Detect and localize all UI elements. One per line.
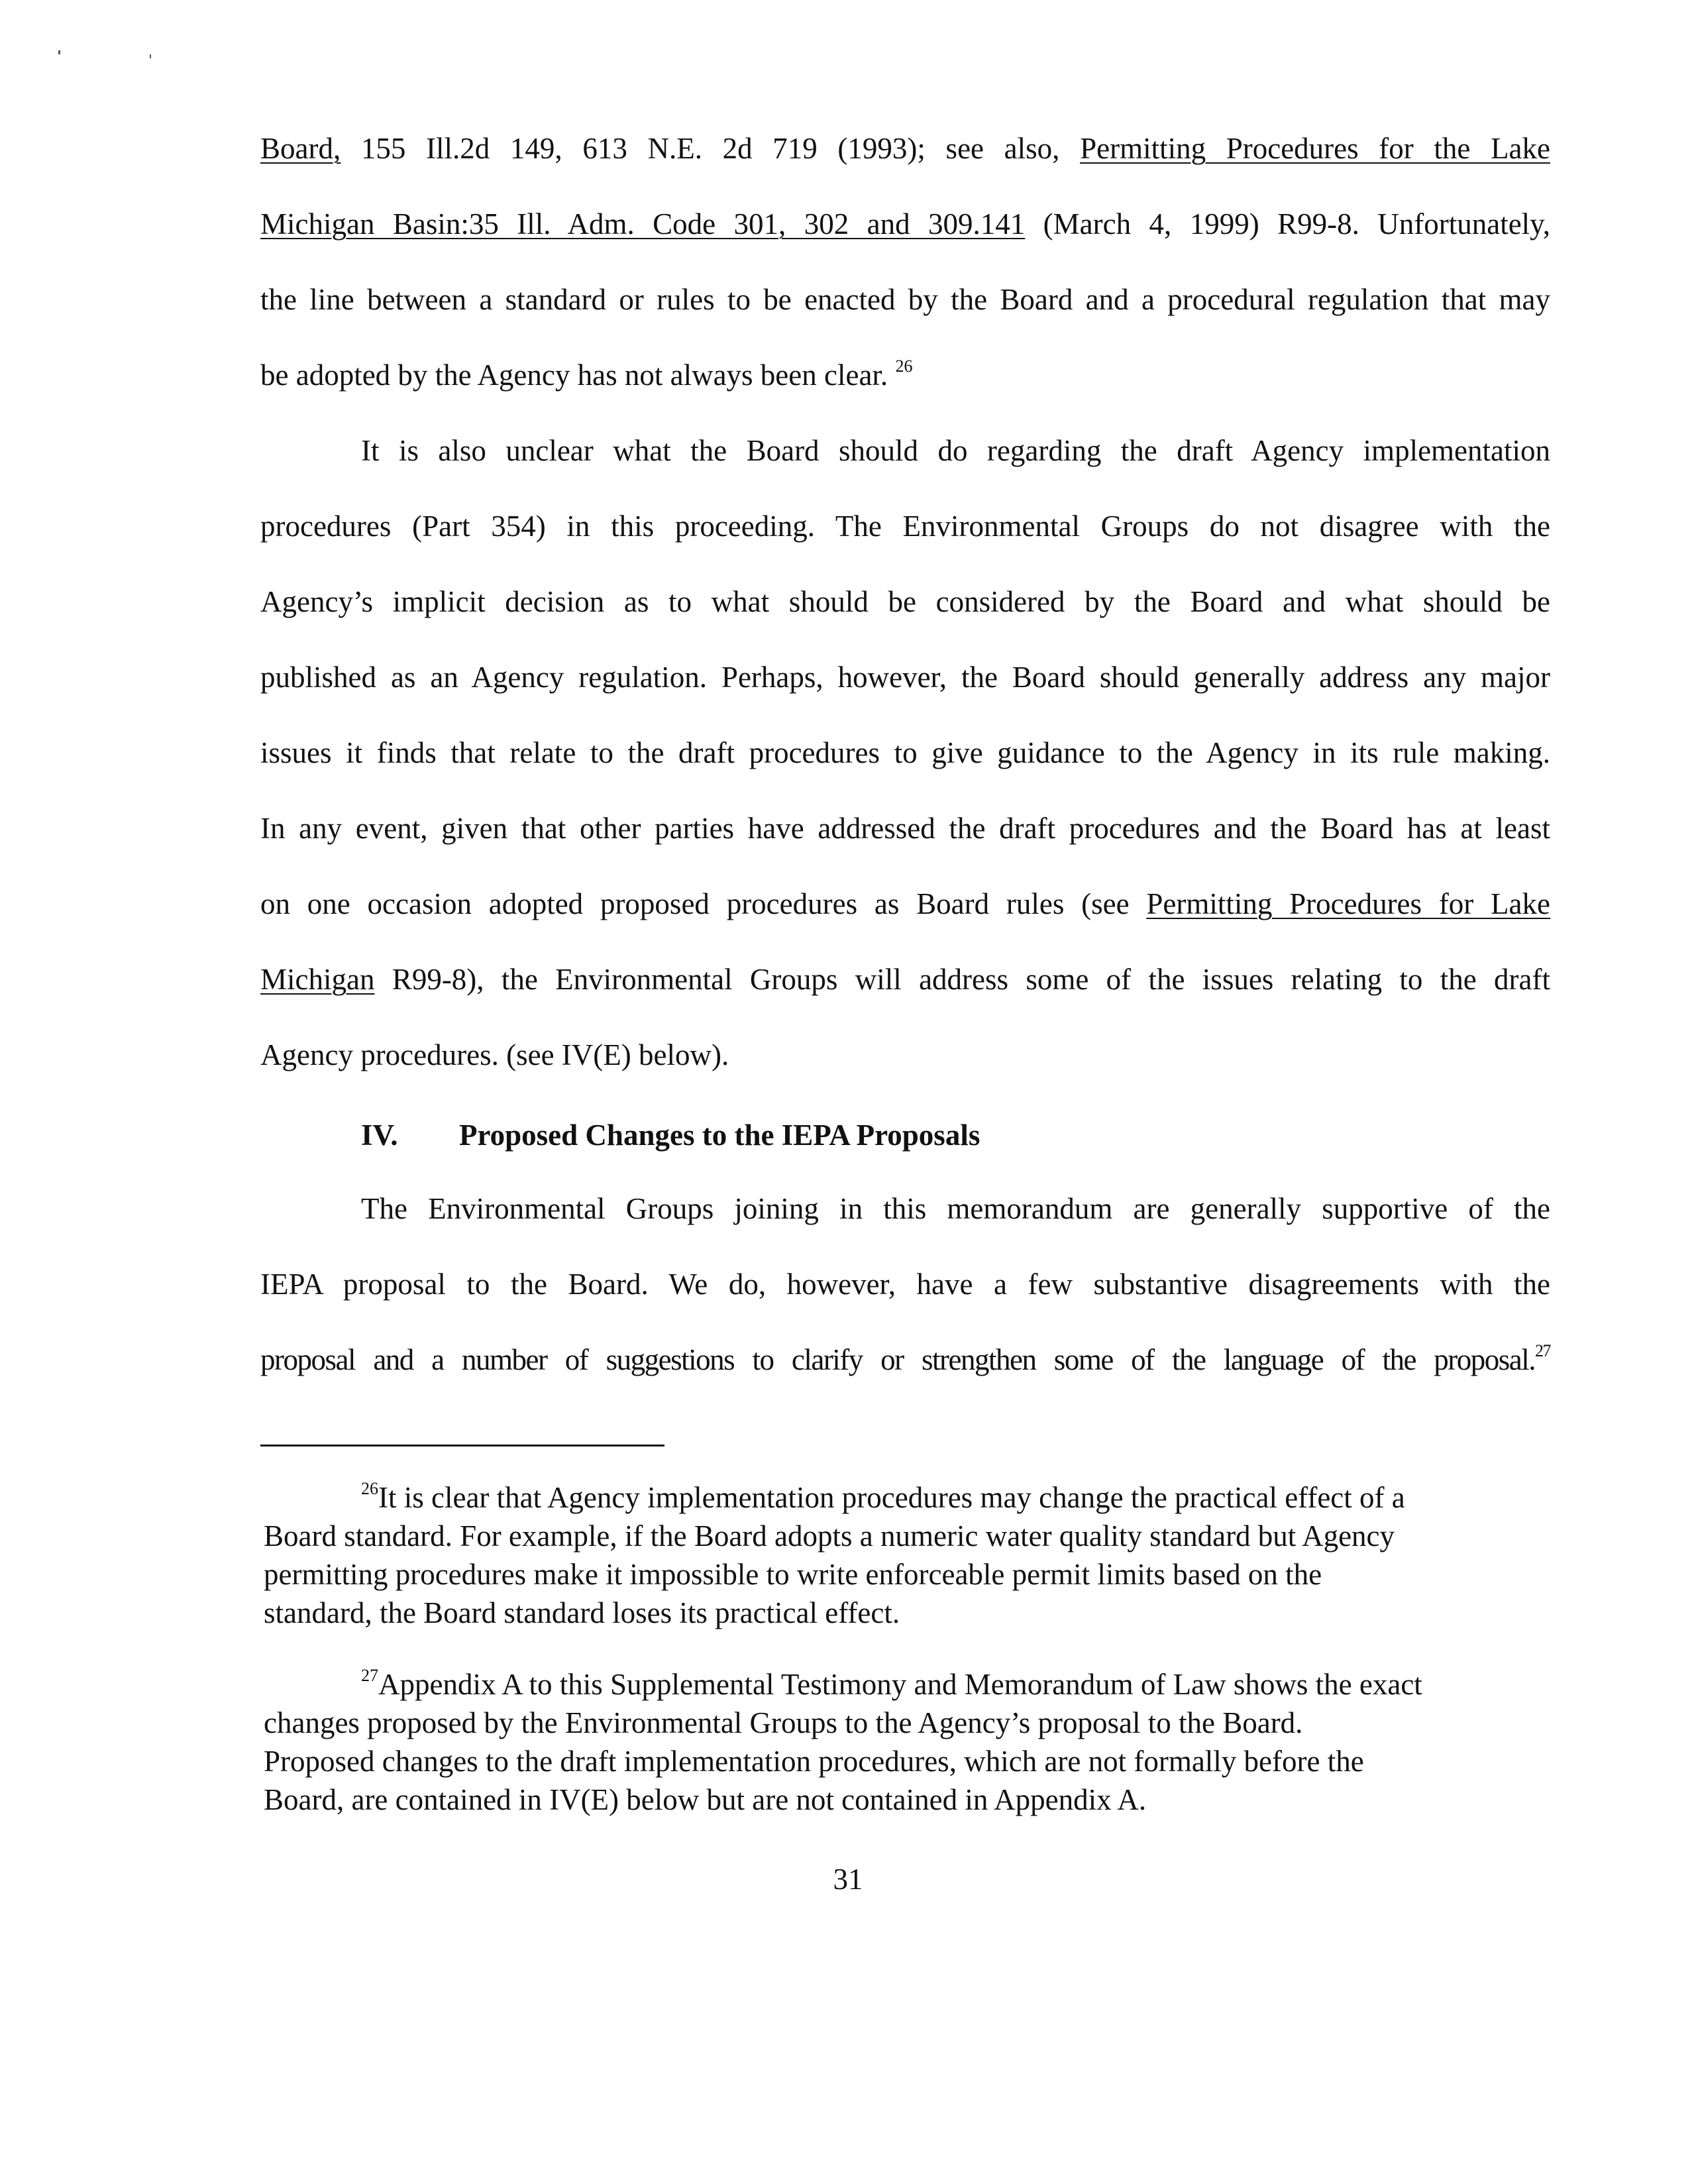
footnote-text: Appendix A to this Supplemental Testimony and Memorandum of Law shows the exact — [378, 1668, 1422, 1701]
body-line — [260, 885, 1550, 922]
body-text: issues it finds that relate to the draft procedures to give guidance to the Agency in its rule making. — [260, 736, 1550, 769]
footnote-reference: 26 — [895, 356, 913, 376]
footnote-text: permitting procedures make it impossible to write enforceable permit limits based on the — [264, 1558, 1322, 1591]
body-text: Agency procedures. (see IV(E) below). — [260, 1038, 729, 1071]
footnote-line — [264, 1704, 1557, 1741]
case-citation-link: Board, — [260, 132, 341, 165]
body-text: on one occasion adopted proposed procedures as Board rules (see — [260, 887, 1147, 920]
footnote-line — [361, 1666, 1557, 1703]
footnote-text: Board, are contained in IV(E) below but are not contained in Appendix A. — [264, 1783, 1147, 1816]
footnote-mark: 27 — [361, 1666, 378, 1685]
citation-text: (March 4, 1999) R99-8. Unfortunately, — [1025, 207, 1551, 241]
body-text: R99-8), the Environmental Groups will address some of the issues relating to the draft — [374, 963, 1550, 996]
body-text: proposal and a number of suggestions to clarify or strengthen some of the language of the proposal. — [260, 1343, 1535, 1376]
citation-text: 155 Ill.2d 149, 613 N.E. 2d 719 (1993); see also, — [341, 132, 1081, 165]
rulemaking-citation-title: Permitting Procedures for the Lake — [1080, 132, 1550, 165]
page-number: 31 — [833, 1863, 863, 1896]
footnote-line — [264, 1517, 1557, 1555]
footnote-line — [264, 1743, 1557, 1780]
body-line — [260, 130, 1550, 167]
footnote-separator — [260, 1445, 664, 1447]
footnote-line — [361, 1479, 1557, 1516]
body-text: be adopted by the Agency has not always been clear. — [260, 358, 896, 392]
body-text: published as an Agency regulation. Perhaps, however, the Board should generally address any major — [260, 661, 1550, 694]
footnote-line — [264, 1781, 1557, 1818]
body-line — [260, 961, 1550, 998]
footnote-line — [264, 1556, 1557, 1593]
body-line — [260, 659, 1550, 696]
footnote-text: changes proposed by the Environmental Groups to the Agency’s proposal to the Board. — [264, 1706, 1303, 1739]
body-text: IEPA proposal to the Board. We do, however, have a few substantive disagreements with the — [260, 1268, 1550, 1301]
body-line — [260, 583, 1550, 620]
body-text: In any event, given that other parties have addressed the draft procedures and the Board has at least — [260, 812, 1550, 845]
body-line — [361, 1190, 1550, 1227]
footnote-text: Proposed changes to the draft implementation procedures, which are not formally before the — [264, 1745, 1364, 1778]
body-line — [260, 1266, 1550, 1303]
body-line — [260, 508, 1550, 545]
body-line — [260, 810, 1550, 847]
body-line — [260, 734, 1550, 771]
scan-speck — [58, 50, 60, 54]
rulemaking-citation-title: Michigan Basin:35 Ill. Adm. Code 301, 302 and 309.141 — [260, 207, 1026, 241]
footnote-text: It is clear that Agency implementation procedures may change the practical effect of a — [378, 1481, 1405, 1514]
rulemaking-citation-title: Michigan — [260, 963, 375, 996]
body-text: Agency’s implicit decision as to what should be considered by the Board and what should be — [260, 585, 1550, 618]
footnote-text: Board standard. For example, if the Board adopts a numeric water quality standard but Agency — [264, 1519, 1395, 1553]
scan-speck — [150, 54, 151, 58]
body-text: procedures (Part 354) in this proceeding. The Environmental Groups do not disagree with the — [260, 510, 1550, 543]
body-line — [260, 1036, 1550, 1073]
section-title: Proposed Changes to the IEPA Proposals — [459, 1119, 980, 1152]
body-text: the line between a standard or rules to be enacted by the Board and a procedural regulation that may — [260, 283, 1550, 316]
footnote-text: standard, the Board standard loses its practical effect. — [264, 1596, 900, 1629]
footnote-line — [264, 1594, 1557, 1631]
footnote-reference: 27 — [1535, 1341, 1550, 1360]
body-text: It is also unclear what the Board should do regarding the draft Agency implementation — [361, 434, 1550, 467]
body-line — [361, 432, 1550, 469]
section-number: IV. — [361, 1119, 398, 1152]
body-line — [260, 205, 1550, 243]
footnote-mark: 26 — [361, 1479, 378, 1498]
body-line — [260, 1341, 1550, 1378]
body-text: The Environmental Groups joining in this memorandum are generally supportive of the — [361, 1192, 1550, 1225]
rulemaking-citation-title: Permitting Procedures for Lake — [1146, 887, 1550, 920]
body-line — [260, 356, 1550, 394]
section-heading — [361, 1117, 980, 1154]
body-line — [260, 281, 1550, 318]
